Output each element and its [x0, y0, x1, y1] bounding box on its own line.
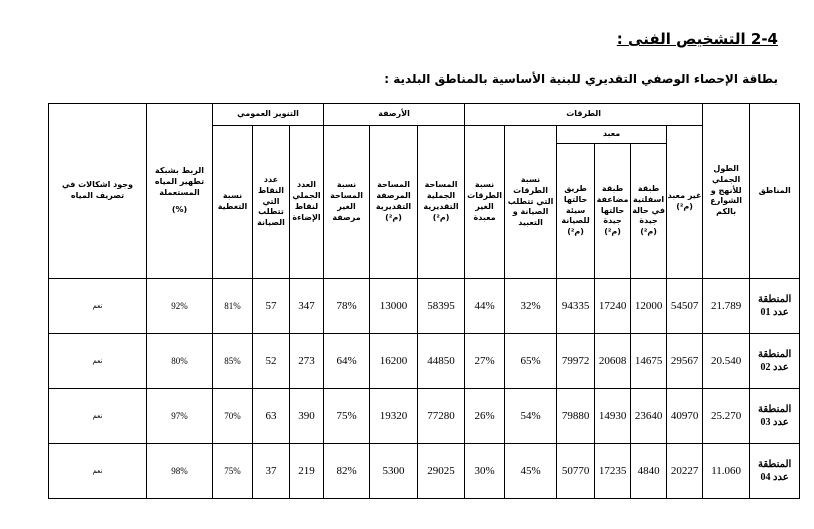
cell-sewer: 92%	[147, 279, 213, 334]
cell-total-length: 20.540	[703, 334, 750, 389]
cell-region: المنطقة عدد 03	[750, 389, 800, 444]
cell-paved-good: 12000	[631, 279, 667, 334]
col-sewer-header	[147, 104, 213, 279]
col-paved-double-header: طبقة مضاعفة حالتها جيدة (م²)	[595, 144, 631, 279]
cell-unpaved: 29567	[667, 334, 703, 389]
cell-maint-pct: 65%	[505, 334, 557, 389]
cell-sw-total: 29025	[418, 444, 465, 499]
col-lights-maint-header: عدد النقاط التي تتطلب الصيانة	[253, 126, 290, 279]
cell-unpaved-pct: 27%	[465, 334, 505, 389]
cell-unpaved-pct: 44%	[465, 279, 505, 334]
col-paved-bad-header: طريق حالتها سيئة للصيانة (م²)	[557, 144, 595, 279]
table-row	[49, 279, 800, 334]
table-subtitle: بطاقة الإحصاء الوصفي التقديري للبنية الأساسية بالمناطق البلدية :	[384, 72, 778, 86]
cell-unpaved-pct: 30%	[465, 444, 505, 499]
cell-unpaved: 20227	[667, 444, 703, 499]
cell-lights-maint: 37	[253, 444, 290, 499]
cell-unpaved: 40970	[667, 389, 703, 444]
cell-lights-total: 219	[290, 444, 324, 499]
cell-sw-paved: 5300	[370, 444, 418, 499]
cell-sw-paved: 16200	[370, 334, 418, 389]
col-sw-paved-header: المساحة المرصفة التقديرية (م²)	[370, 126, 418, 279]
cell-paved-double: 17235	[595, 444, 631, 499]
cell-coverage: 70%	[213, 389, 253, 444]
cell-lights-maint: 63	[253, 389, 290, 444]
col-coverage-header: نسبة التغطية	[213, 126, 253, 279]
col-sewer-unit: (%)	[171, 204, 188, 214]
group-sidewalks-header: الأرصفة	[324, 104, 465, 126]
cell-sw-total: 58395	[418, 279, 465, 334]
cell-drainage: نعم	[49, 334, 147, 389]
cell-unpaved: 54507	[667, 279, 703, 334]
cell-unpaved-pct: 26%	[465, 389, 505, 444]
cell-paved-bad: 50770	[557, 444, 595, 499]
cell-paved-bad: 79972	[557, 334, 595, 389]
cell-total-length: 21.789	[703, 279, 750, 334]
col-lights-total-header: العدد الجملي لنقاط الإضاءة	[290, 126, 324, 279]
cell-sw-pct: 78%	[324, 279, 370, 334]
col-drainage-header: وجود اشكالات في تصريف المياه	[49, 104, 147, 279]
cell-coverage: 85%	[213, 334, 253, 389]
cell-lights-total: 390	[290, 389, 324, 444]
cell-maint-pct: 54%	[505, 389, 557, 444]
cell-sw-paved: 13000	[370, 279, 418, 334]
cell-sw-pct: 75%	[324, 389, 370, 444]
group-roads-header: الطرقات	[465, 104, 703, 126]
cell-sewer: 97%	[147, 389, 213, 444]
infrastructure-table	[48, 103, 800, 499]
cell-region: المنطقة عدد 01	[750, 279, 800, 334]
cell-sw-total: 44850	[418, 334, 465, 389]
cell-lights-total: 273	[290, 334, 324, 389]
cell-coverage: 81%	[213, 279, 253, 334]
table-row	[49, 444, 800, 499]
col-sewer-label: الربط بشبكة تطهير المياه المستعملة	[154, 166, 205, 197]
cell-paved-good: 23640	[631, 389, 667, 444]
cell-paved-good: 4840	[631, 444, 667, 499]
cell-paved-good: 14675	[631, 334, 667, 389]
cell-sewer: 80%	[147, 334, 213, 389]
table-row	[49, 389, 800, 444]
cell-coverage: 75%	[213, 444, 253, 499]
cell-total-length: 11.060	[703, 444, 750, 499]
col-total-length-header: الطول الجملي للأنهج و الشوارع بالكم	[703, 104, 750, 279]
col-unpaved-pct-header: نسبة الطرقات الغير معبدة	[465, 126, 505, 279]
cell-sw-pct: 64%	[324, 334, 370, 389]
cell-drainage: نعم	[49, 444, 147, 499]
cell-sw-paved: 19320	[370, 389, 418, 444]
col-unpaved-header: غير معبد (م²)	[667, 126, 703, 279]
cell-lights-total: 347	[290, 279, 324, 334]
cell-lights-maint: 52	[253, 334, 290, 389]
col-region-header: المناطق	[750, 104, 800, 279]
cell-sw-pct: 82%	[324, 444, 370, 499]
cell-paved-double: 17240	[595, 279, 631, 334]
cell-drainage: نعم	[49, 279, 147, 334]
cell-region: المنطقة عدد 02	[750, 334, 800, 389]
cell-paved-double: 20608	[595, 334, 631, 389]
cell-drainage: نعم	[49, 389, 147, 444]
cell-paved-double: 14930	[595, 389, 631, 444]
cell-total-length: 25.270	[703, 389, 750, 444]
section-heading: 2-4 التشخيص الفنى :	[616, 30, 778, 48]
col-sw-pct-header: نسبة المساحة الغير مرصفة	[324, 126, 370, 279]
cell-paved-bad: 79880	[557, 389, 595, 444]
cell-lights-maint: 57	[253, 279, 290, 334]
cell-maint-pct: 45%	[505, 444, 557, 499]
col-paved-good-header: طبقة اسفلتية في حالة جيدة (م²)	[631, 144, 667, 279]
cell-maint-pct: 32%	[505, 279, 557, 334]
cell-region: المنطقة عدد 04	[750, 444, 800, 499]
cell-sw-total: 77280	[418, 389, 465, 444]
col-sw-total-header: المساحة الجملية التقديرية (م²)	[418, 126, 465, 279]
col-maint-pct-header: نسبة الطرقات التي تتطلب الصيانة و التعبيد	[505, 126, 557, 279]
cell-paved-bad: 94335	[557, 279, 595, 334]
cell-sewer: 98%	[147, 444, 213, 499]
table-row	[49, 334, 800, 389]
group-lighting-header: التنوير العمومي	[213, 104, 324, 126]
group-paved-header: معبد	[557, 126, 667, 144]
